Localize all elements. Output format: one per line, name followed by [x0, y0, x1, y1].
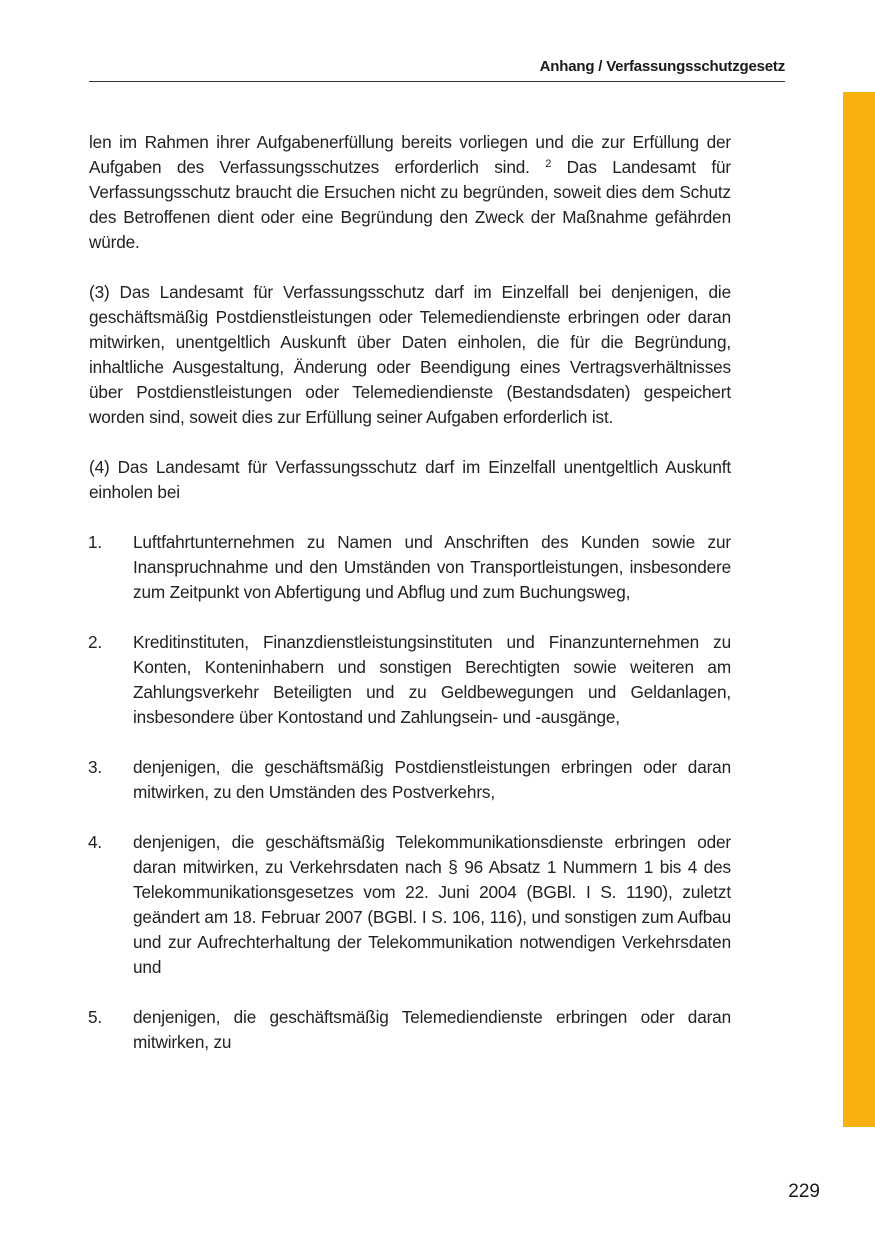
list-item-text: denjenigen, die geschäftsmäßig Postdienstleistungen erbringen oder daran mitwirken, zu den Umständen des Postverkehrs,: [133, 757, 731, 802]
list-item: [89, 755, 731, 805]
list-item: [89, 1005, 731, 1055]
list-item-number: 5.: [88, 1007, 103, 1027]
list-item-text: Kreditinstituten, Finanzdienstleistungsinstituten und Finanzunternehmen zu Konten, Konteninhabern und sonstigen Berechtigten sowie weiteren am Zahlungsverkehr Beteiligten und zu Geldbewegungen und Geldanlagen, insbesondere über Kontostand und Zahlungsein- und -ausgänge,: [133, 632, 731, 727]
paragraph-text: len im Rahmen ihrer Aufgabenerfüllung bereits vorliegen und die zur Erfüllung der Aufgaben des Verfassungsschutzes erforderlich sind.: [89, 132, 731, 177]
paragraph-continuation: [89, 130, 731, 255]
list-item-text: denjenigen, die geschäftsmäßig Telemediendienste erbringen oder daran mitwirken, zu: [133, 1007, 731, 1052]
list-item: [89, 630, 731, 730]
list-item: [89, 530, 731, 605]
sentence-number: 2: [545, 158, 552, 170]
list-item-text: Luftfahrtunternehmen zu Namen und Anschriften des Kunden sowie zur Inanspruchnahme und den Umständen von Transportleistungen, insbesondere zum Zeitpunkt von Abfertigung und Abflug und zum Buchungsweg,: [133, 532, 731, 602]
list-item-number: 4.: [88, 832, 103, 852]
list-item: [89, 830, 731, 980]
paragraph-text: Das Landesamt für Verfassungsschutz braucht die Ersuchen nicht zu begründen, soweit dies dem Schutz des Betroffenen dient oder eine Begründung den Zweck der Maßnahme gefährden würde.: [89, 157, 731, 252]
page-number: 229: [788, 1181, 820, 1202]
list-item-number: 3.: [88, 757, 103, 777]
list-item-number: 2.: [88, 632, 103, 652]
running-header: Anhang / Verfassungsschutzgesetz: [539, 58, 785, 75]
paragraph-section-3: (3) Das Landesamt für Verfassungsschutz darf im Einzelfall bei denjenigen, die geschäftsmäßig Postdienstleistungen oder Telemediendienste erbringen oder daran mitwirken, unentgeltlich Auskunft über Daten einholen, die für die Begründung, inhaltliche Ausgestaltung, Änderung oder Beendigung eines Vertragsverhältnisses über Postdienstleistungen oder Telemediendienste (Bestandsdaten) gespeichert worden sind, soweit dies zur Erfüllung seiner Aufgaben erforderlich ist.: [89, 282, 731, 427]
list-item-number: 1.: [88, 532, 103, 552]
body-text: [89, 130, 731, 1055]
header-rule: [89, 81, 785, 82]
list-item-text: denjenigen, die geschäftsmäßig Telekommunikationsdienste erbringen oder daran mitwirken, zu Verkehrsdaten nach § 96 Absatz 1 Nummern 1 bis 4 des Telekommunikationsgesetzes vom 22. Juni 2004 (BGBl. I S. 1190), zuletzt geändert am 18. Februar 2007 (BGBl. I S. 106, 116), und sonstigen zum Aufbau und zur Aufrechterhaltung der Telekommunikation notwendigen Verkehrsdaten und: [133, 832, 731, 977]
paragraph-section-4: (4) Das Landesamt für Verfassungsschutz darf im Einzelfall unentgeltlich Auskunft einholen bei: [89, 457, 731, 502]
chapter-tab-bar: [843, 92, 875, 1127]
